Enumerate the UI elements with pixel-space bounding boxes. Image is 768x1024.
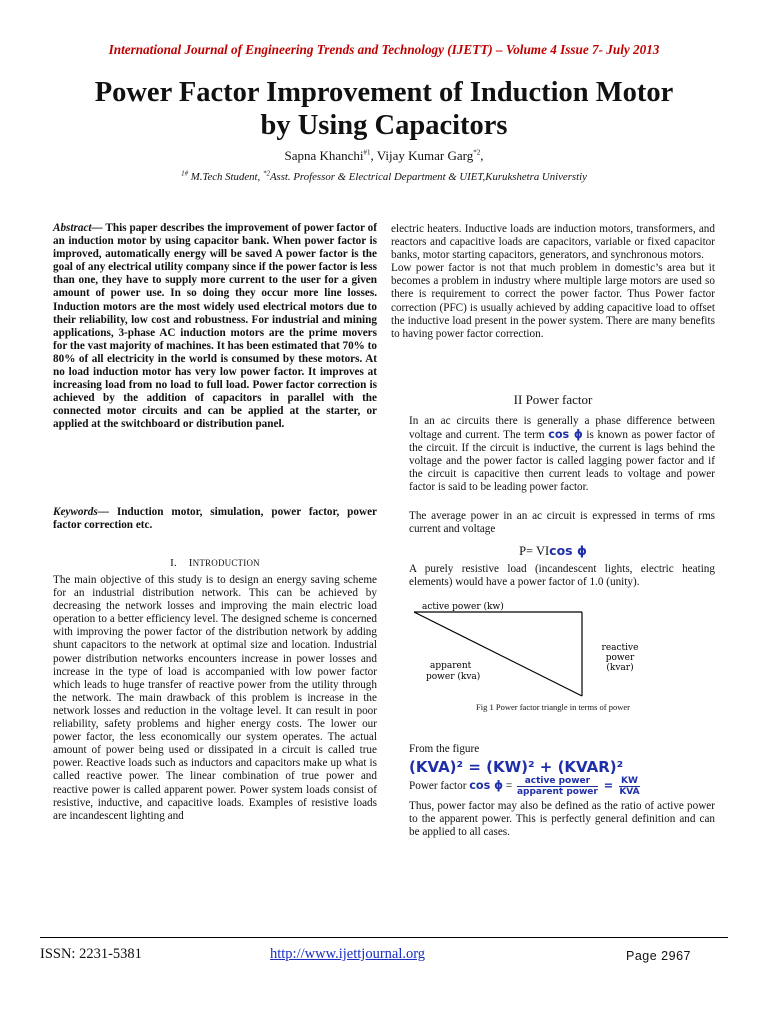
power-factor-para-1	[409, 415, 715, 495]
author-end: ,	[480, 148, 484, 163]
continuation-para-1: electric heaters. Inductive loads are induction motors, transformers, and reactors and capacitive loads are capacitors, variable or fixed capacitor banks, motor starting capacitors, generators, and synchronous motors.	[391, 223, 715, 262]
continuation-para-2: Low power factor is not that much problem in domestic’s area but it becomes a problem in industry where multiple large motors are used so there is requirement to correct the power factor. Thus Power factor correction (PFC) is usually achieved by adding capacitive load to offset the inductive load present in the power system. There are many benefits to having power factor correction.	[391, 262, 715, 340]
eq2-label: Power factor	[409, 780, 470, 793]
resistive-load-para: A purely resistive load (incandescent lights, electric heating elements) would have a power factor of 1.0 (unity).	[409, 563, 715, 589]
power-factor-definition-para: Thus, power factor may also be defined as the ratio of active power to the apparent power. This is perfectly general definition and can be applied to all cases.	[409, 800, 715, 839]
section-1-heading	[53, 557, 377, 569]
eq2-equals-2: =	[599, 779, 618, 793]
label-active-power: active power (kw)	[422, 602, 504, 612]
eq2-cos-phi: cos ϕ	[469, 779, 504, 793]
pf-para-1a: In an ac circuits there is generally a phase difference between voltage and current. The term	[409, 415, 715, 442]
power-factor-equation	[409, 776, 642, 797]
affil-sup-2: *2	[262, 169, 270, 178]
affil-part-1: M.Tech Student,	[188, 171, 263, 183]
cos-phi-term: cos ϕ	[548, 428, 583, 442]
paper-title	[20, 76, 748, 142]
figure-caption: Fig 1 Power factor triangle in terms of power	[476, 702, 630, 712]
author-separator: , Vijay Kumar Garg	[370, 148, 474, 163]
keywords-label: Keywords—	[53, 506, 109, 518]
introduction-text: The main objective of this study is to design an energy saving scheme for an industrial distribution network. This can be achieved by decreasing the network losses and improving the main electric load operation to a better efficiency level. The designed scheme is concerned with improving the power factor of the distribution network by adding shunt capacitors to the network at optimal size and location. Industrial power distribution networks encounters increase in power losses and increase in the type of load is accompanied with low power factor which leads to huge transfer of reactive power from the utility through the network. The main drawback of this problem is increase in the network losses and reduction in the voltage level. It can result in poor reliability, safety problems and higher energy costs. The lower our power factor, the less economically our system operates. The actual amount of power being used or dissipated in a circuit is called true power. Reactive loads such as inductors and capacitors make up what is called reactive power. The linear combination of true power and reactive power is called apparent power. Power system loads consist of resistive, inductive, and capacitive loads. Examples of resistive loads are incandescent lighting and	[53, 574, 377, 822]
footer-journal-link[interactable]: http://www.ijettjournal.org	[270, 946, 426, 962]
section-1-title-first: I	[188, 557, 193, 569]
section-1-title-rest: NTRODUCTION	[192, 558, 260, 568]
pf-para-1b: is known as power factor of the circuit. If the circuit is inductive, the current is lags behind the voltage and the power factor is called lagging power factor and if the circuit is capacitive then current leads to voltage and power factor is said to be leading power factor.	[409, 429, 716, 494]
footer-issn: ISSN: 2231-5381	[40, 946, 142, 962]
author-1-sup: #1	[363, 148, 371, 157]
fraction-numerator-kw: KW	[621, 776, 638, 786]
keywords-text: Induction motor, simulation, power factor, power factor correction etc.	[53, 506, 377, 532]
kva-equation: (KVA)² = (KW)² + (KVAR)²	[409, 758, 624, 776]
label-apparent-1: apparent	[430, 661, 472, 671]
author-2-sup: *2	[473, 148, 481, 157]
fraction-denominator-kva: KVA	[619, 787, 640, 797]
triangle-hypotenuse	[414, 612, 582, 696]
authors	[0, 148, 768, 164]
abstract	[53, 222, 377, 432]
right-column-continuation	[391, 223, 715, 341]
affil-part-2: Asst. Professor & Electrical Department & UIET,Kurukshetra Universtiy	[269, 171, 587, 183]
label-reactive-2: power	[605, 653, 635, 663]
affil-sup-1: 1#	[181, 169, 189, 178]
power-formula	[391, 543, 715, 559]
section-1-number: I.	[170, 557, 177, 569]
title-line-1: Power Factor Improvement of Induction Motor	[94, 77, 674, 108]
fraction-denominator-apparent: apparent power	[516, 787, 598, 797]
journal-header: International Journal of Engineering Trends and Technology (IJETT) – Volume 4 Issue 7- July 2013	[108, 42, 660, 57]
fraction-numerator-active: active power	[517, 776, 598, 787]
fraction-power	[517, 776, 598, 797]
author-1: Sapna Khanchi	[284, 148, 364, 163]
keywords	[53, 506, 377, 532]
eq2-equals: =	[503, 780, 515, 793]
abstract-text: This paper describes the improvement of power factor of an induction motor by using capacitor bank. When power factor is improved, automatically energy will be saved A power factor is the goal of any electrical utility company since if the power factor is less than one, they have to supply more current to the user for a given amount of power use. In so doing they occur more line losses. Induction motors are the most widely used electrical motors due to their reliability, low cost and robustness. For industrial and mining applications, 3-phase AC induction motors are the prime movers for the vast majority of machines. It has been estimated that 70% to 80% of all electricity in the world is consumed by these motors. At no load induction motor has very low power factor. It improves at increasing load from no load to full load. Power factor correction is achieved by the addition of capacitors in parallel with the connected motor circuits and can be applied at the starter, or applied at the switchboard or distribution panel.	[53, 222, 377, 431]
section-2-heading: II Power factor	[513, 392, 593, 407]
label-reactive-3: (kvar)	[606, 663, 634, 673]
power-factor-triangle-figure	[412, 600, 708, 704]
fraction-kw-kva	[619, 776, 640, 797]
affiliation	[0, 171, 768, 183]
formula-cos-phi: cos ϕ	[549, 543, 587, 558]
footer-rule	[40, 937, 728, 938]
label-reactive-1: reactive	[601, 643, 639, 653]
power-factor-para-2: The average power in an ac circuit is expressed in terms of rms current and voltage	[409, 510, 715, 536]
title-line-2: by Using Capacitors	[260, 110, 508, 141]
from-the-figure: From the figure	[409, 743, 480, 755]
abstract-label: Abstract—	[53, 222, 103, 234]
formula-left: P= VI	[519, 544, 550, 558]
label-apparent-2: power (kva)	[426, 672, 481, 682]
footer-page-number: Page 2967	[626, 949, 691, 963]
